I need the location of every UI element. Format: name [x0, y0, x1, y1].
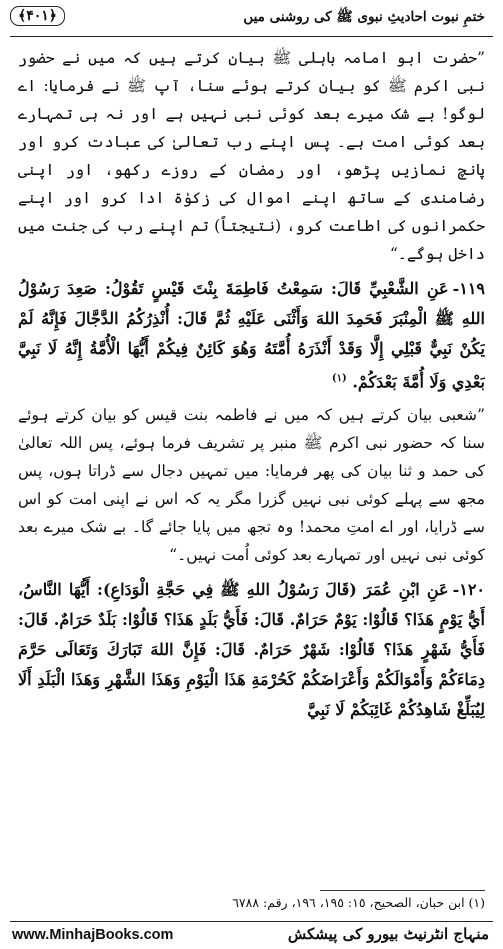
page-number: ﴿۴۰۱﴾ [10, 6, 65, 26]
running-title: ختمِ نبوت احادیثِ نبوی ﷺ کی روشنی میں [243, 9, 485, 25]
page-body [18, 44, 485, 884]
translation-paragraph-1: ”حضرت ابو امامہ باہلی ﷺ بیان کرتے ہیں کہ میں نے حضور نبی اکرم ﷺ کو بیان کرتے ہوئے سنا، آپ ﷺ نے فرمایا: اے لوگو! بے شک میرے بعد کوئی نبی نہیں ہے اور نہ ہی تمہارے بعد کوئی امت ہے۔ پس اپنے رب تعالیٰ کی عبادت کرو اور پانچ نمازیں پڑھو، اور رمضان کے روزے رکھو، اور اپنی رضامندی کے ساتھ اپنے اموال کی زکوٰۃ ادا کرو اور اپنے حکمرانوں کی اطاعت کرو، (نتیجتاً) تم اپنے رب کی جنت میں داخل ہوگے۔“ [18, 49, 485, 263]
footnote-reference[interactable]: (١) [331, 373, 347, 384]
translation-paragraph-2: ”شعبی بیان کرتے ہیں کہ میں نے فاطمہ بنت قیس کو بیان کرتے ہوئے سنا کہ حضور نبی اکرم ﷺ منبر پر تشریف فرما ہوئے، پس اللہ تعالیٰ کی حمد و ثنا بیان کی پھر فرمایا: میں تمہیں دجال سے ڈراتا ہوں، پس مجھ سے پہلے کوئی نبی نہیں گزرا مگر یہ کہ اس نے اپنی امت کو اس سے ڈرایا، اور اے امتِ محمد! وہ تجھ میں پایا جائے گا۔ بے شک میرے بعد کوئی نبی نہیں اور تمہارے بعد کوئی اُمت نہیں۔“ [18, 406, 485, 565]
footer-divider [10, 921, 493, 922]
header-divider [10, 36, 493, 37]
hadith-120 [18, 575, 485, 725]
footnote: (١) ابن حبان، الصحيح، ١٥: ١٩٥، ١٩٦، رقم: ٦٧٨٨ [232, 895, 485, 910]
publisher-credit: منہاج انٹرنیٹ بیورو کی پیشکش [287, 925, 489, 943]
hadith-119 [18, 274, 485, 397]
hadith-number: ١١٩- [452, 279, 485, 298]
page-header [10, 6, 493, 36]
hadith-arabic-text: عَنِ ابْنِ عُمَرَ (قَالَ رَسُوْلُ اللهِ ﷺ فِي حَجَّةِ الْوَدَاعِ): أَيُّهَا النَّاسُ، أَيُّ يَوْمٍ هَذَا؟ قَالُوْا: يَوْمٌ حَرَامٌ. قَالَ: فَأَيُّ بَلَدٍ هَذَا؟ قَالُوْا: بَلَدٌ حَرَامٌ. قَالَ: فَأَيُّ شَهْرٍ هَذَا؟ قَالُوْا: شَهْرٌ حَرَامٌ. قَالَ: فَإِنَّ اللهَ تَبَارَكَ وَتَعَالَى حَرَّمَ دِمَاءَكُمْ وَأَمْوَالَكُمْ وَأَعْرَاضَكُمْ كَحُرْمَةِ هَذَا الْيَوْمِ وَهَذَا الشَّهْرِ وَهَذَا الْبَلَدِ أَلَا لِيُبَلِّغْ شَاهِدُكُمْ غَائِبَكُمْ لَا نَبِيَّ [18, 580, 485, 720]
footnote-divider [320, 890, 485, 891]
hadith-arabic-text: عَنِ الشَّعْبِيِّ قَالَ: سَمِعْتُ فَاطِمَةَ بِنْتَ قَيْسٍ تَقُوْلُ: صَعِدَ رَسُوْلُ اللهِ ﷺ الْمِنْبَرَ فَحَمِدَ اللهَ وَأَثْنَى عَلَيْهِ ثُمَّ قَالَ: أُنْذِرُكُمُ الدَّجَّالَ فَإِنَّهُ لَمْ يَكُنْ نَبِيٌّ قَبْلِي إِلَّا وَقَدْ أَنْذَرَهُ أُمَّتَهُ وَهُوَ كَائِنٌ فِيكُمْ أَيُّهَا الْأُمَّةُ إِنَّهُ لَا نَبِيَّ بَعْدِي وَلَا أُمَّةَ بَعْدَكُمْ. [18, 279, 485, 392]
website-link[interactable]: www.MinhajBooks.com [12, 927, 174, 943]
hadith-number: ١٢٠- [452, 580, 485, 600]
